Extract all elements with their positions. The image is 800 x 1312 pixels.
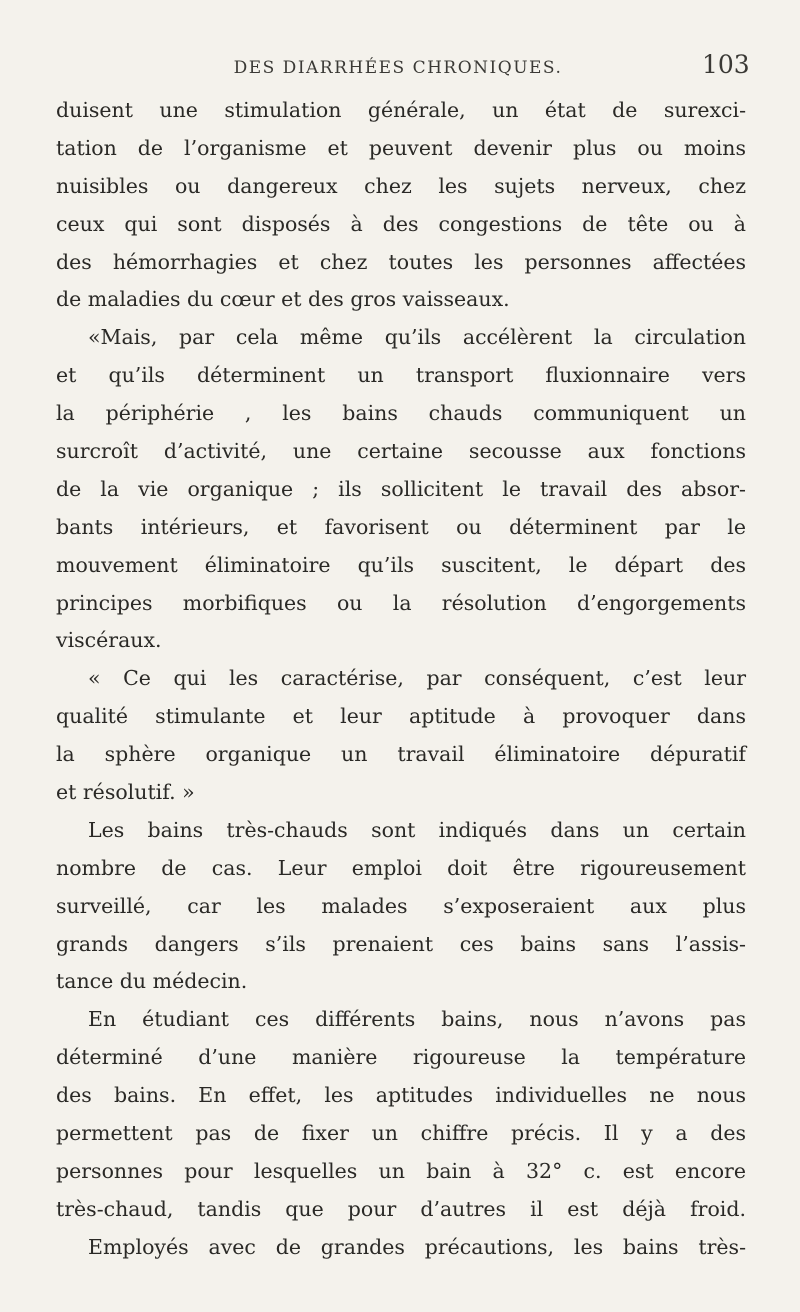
- text-line: personnes pour lesquelles un bain à 32° c. est encore: [56, 1158, 746, 1183]
- text-line: des bains. En effet, les aptitudes individuelles ne nous: [56, 1083, 746, 1108]
- text-line: surveillé, car les malades s’exposeraient aux plus: [56, 893, 746, 918]
- text-line: qualité stimulante et leur aptitude à provoquer dans: [56, 704, 746, 729]
- text-line: des hémorrhagies et chez toutes les personnes affectées: [56, 249, 746, 274]
- text-line: déterminé d’une manière rigoureuse la température: [56, 1045, 746, 1070]
- text-line: principes morbifiques ou la résolution d’engorgements: [56, 590, 746, 615]
- text-line: surcroît d’activité, une certaine secousse aux fonctions: [56, 439, 746, 464]
- text-line: ceux qui sont disposés à des congestions de tête ou à: [56, 211, 746, 236]
- running-title: DES DIARRHÉES CHRONIQUES.: [233, 58, 563, 78]
- text-line: et résolutif. »: [56, 780, 195, 805]
- text-line: de maladies du cœur et des gros vaisseaux.: [56, 287, 510, 312]
- body-text: [56, 92, 746, 1267]
- text-line: la périphérie , les bains chauds communiquent un: [56, 401, 746, 426]
- page-number: 103: [702, 50, 750, 79]
- text-line: de la vie organique ; ils sollicitent le travail des absor-: [56, 476, 746, 501]
- text-line: et qu’ils déterminent un transport fluxionnaire vers: [56, 363, 746, 388]
- text-line: duisent une stimulation générale, un état de surexci-: [56, 98, 746, 122]
- text-line: nombre de cas. Leur emploi doit être rigoureusement: [56, 855, 746, 880]
- text-line: viscéraux.: [56, 628, 162, 653]
- text-line: tance du médecin.: [56, 969, 248, 994]
- text-line: la sphère organique un travail éliminatoire dépuratif: [56, 742, 746, 767]
- text-line: mouvement éliminatoire qu’ils suscitent, le départ des: [56, 552, 746, 577]
- text-line: «Mais, par cela même qu’ils accélèrent la circulation: [88, 325, 746, 350]
- text-line: Les bains très-chauds sont indiqués dans un certain: [88, 817, 746, 842]
- text-line: tation de l’organisme et peuvent devenir plus ou moins: [56, 135, 746, 160]
- text-line: Employés avec de grandes précautions, les bains très-: [88, 1234, 746, 1259]
- text-line: permettent pas de fixer un chiffre précis. Il y a des: [56, 1121, 746, 1146]
- text-line: bants intérieurs, et favorisent ou déterminent par le: [56, 514, 746, 539]
- text-line: « Ce qui les caractérise, par conséquent, c’est leur: [88, 666, 746, 691]
- text-line: très-chaud, tandis que pour d’autres il est déjà froid.: [56, 1196, 746, 1221]
- text-line: grands dangers s’ils prenaient ces bains sans l’assis-: [56, 931, 746, 956]
- text-line: En étudiant ces différents bains, nous n’avons pas: [88, 1007, 746, 1032]
- text-line: nuisibles ou dangereux chez les sujets nerveux, chez: [56, 173, 746, 198]
